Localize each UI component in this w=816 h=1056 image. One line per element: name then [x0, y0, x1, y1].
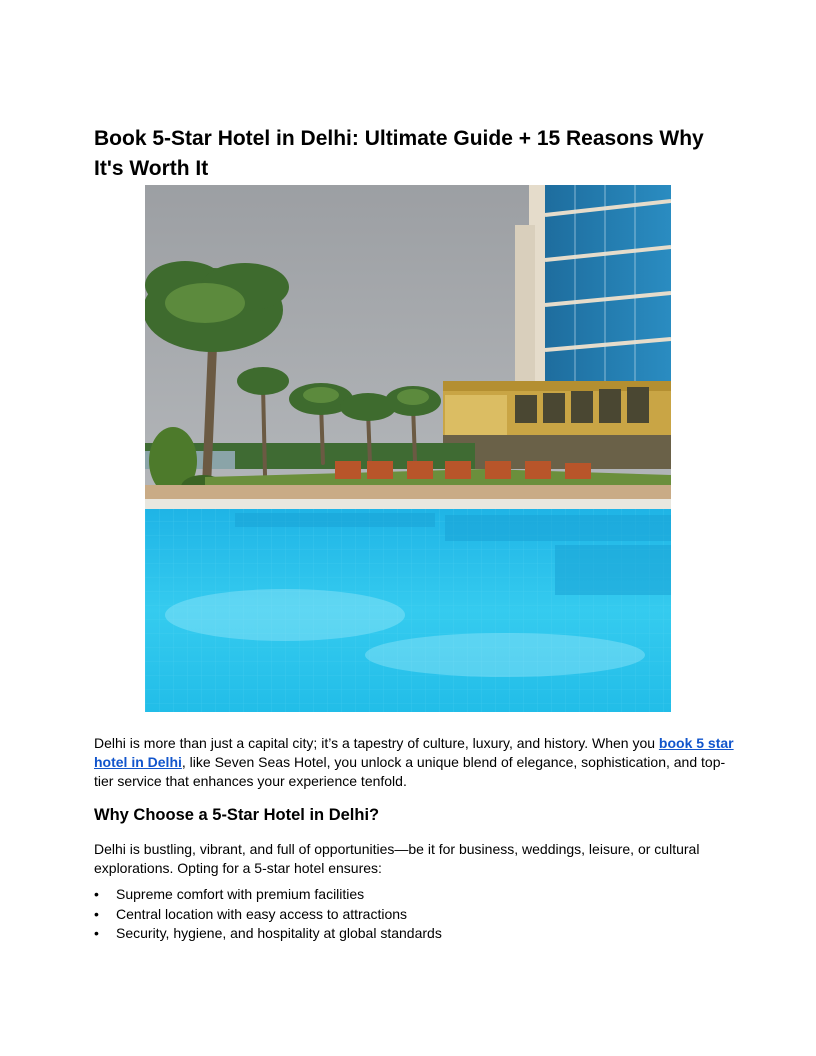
list-item-text: Central location with easy access to attractions	[116, 905, 408, 922]
intro-paragraph	[94, 734, 734, 791]
list-item	[94, 885, 734, 905]
list-item	[94, 924, 734, 944]
bullet-icon: •	[94, 925, 99, 941]
list-item-text: Security, hygiene, and hospitality at global standards	[116, 925, 442, 941]
intro-text-start: Delhi is more than just a capital city; it’s a tapestry of culture, luxury, and history. When you	[94, 735, 659, 751]
article-title: Book 5-Star Hotel in Delhi: Ultimate Guide + 15 Reasons Why It's Worth It	[94, 127, 704, 180]
benefits-list	[94, 885, 734, 944]
hotel-pool-photo	[145, 185, 671, 712]
bullet-icon: •	[94, 905, 99, 922]
bullet-icon: •	[94, 886, 99, 902]
section-heading: Why Choose a 5-Star Hotel in Delhi?	[94, 806, 380, 824]
section-paragraph: Delhi is bustling, vibrant, and full of opportunities—be it for business, weddings, leisure, or cultural explorations. Opting for a 5-star hotel ensures:	[94, 841, 700, 876]
list-item-text: Supreme comfort with premium facilities	[116, 886, 365, 902]
book-hotel-link[interactable]: book 5 star hotel in Delhi	[94, 735, 734, 770]
list-item	[94, 905, 734, 925]
intro-text-end: , like Seven Seas Hotel, you unlock a unique blend of elegance, sophistication, and top-tier service that enhances your experience tenfold.	[94, 754, 726, 789]
